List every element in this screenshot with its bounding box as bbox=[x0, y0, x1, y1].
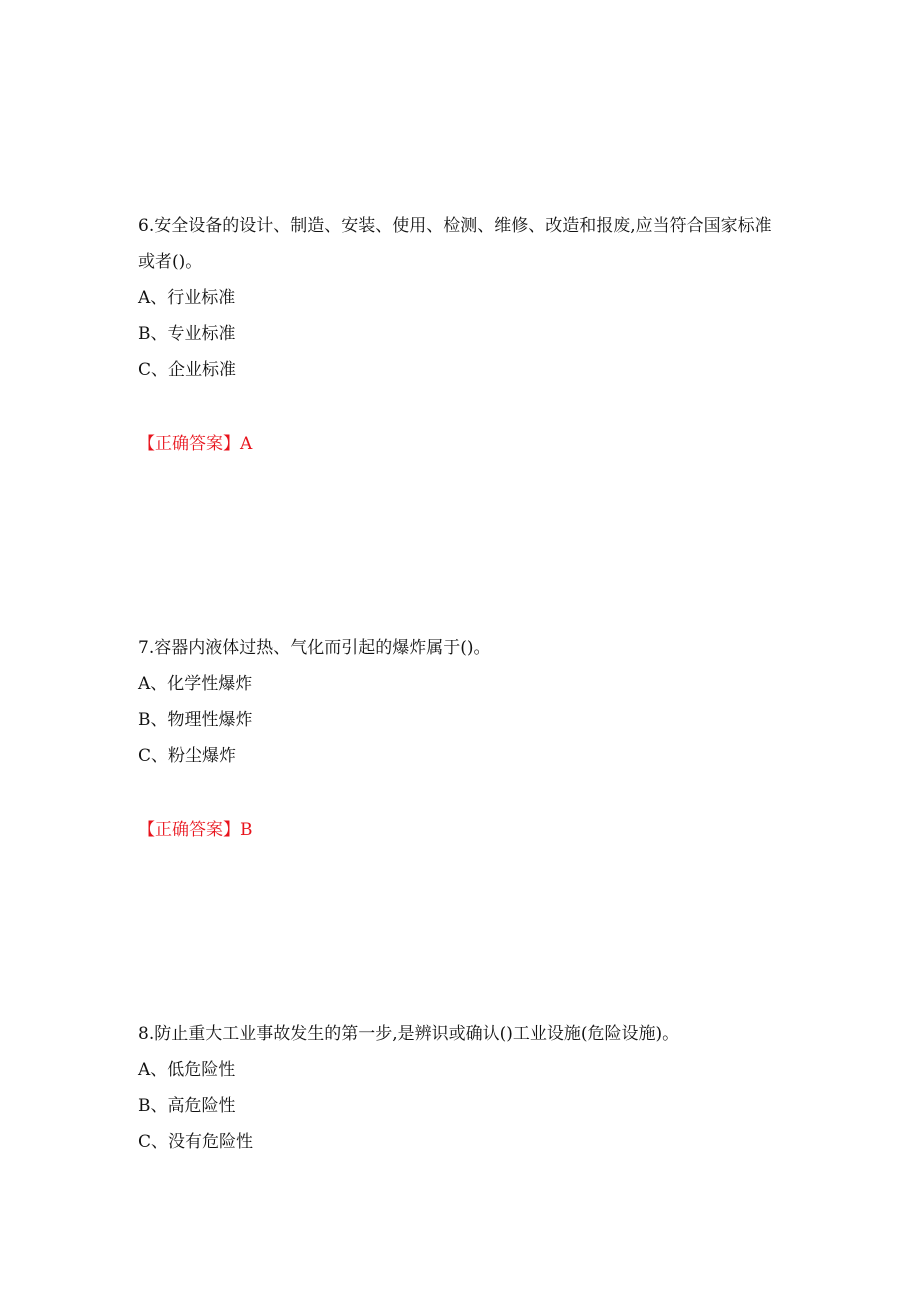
question-7-option-a: A、化学性爆炸 bbox=[138, 674, 253, 694]
question-6 bbox=[138, 208, 788, 388]
question-8 bbox=[138, 1016, 788, 1160]
question-8-option-c: C、没有危险性 bbox=[138, 1132, 254, 1152]
question-7-option-b: B、物理性爆炸 bbox=[138, 710, 253, 730]
question-7-answer: 【正确答案】B bbox=[138, 820, 253, 840]
question-6-option-a: A、行业标准 bbox=[138, 288, 236, 308]
question-6-text: 6.安全设备的设计、制造、安装、使用、检测、维修、改造和报废,应当符合国家标准或者()。 bbox=[138, 216, 772, 272]
question-8-text: 8.防止重大工业事故发生的第一步,是辨识或确认()工业设施(危险设施)。 bbox=[138, 1024, 680, 1044]
question-8-option-b: B、高危险性 bbox=[138, 1096, 236, 1116]
question-6-option-c: C、企业标准 bbox=[138, 360, 237, 380]
question-6-option-b: B、专业标准 bbox=[138, 324, 236, 344]
question-6-answer: 【正确答案】A bbox=[138, 434, 253, 454]
question-7-option-c: C、粉尘爆炸 bbox=[138, 746, 237, 766]
question-7 bbox=[138, 630, 788, 774]
question-7-text: 7.容器内液体过热、气化而引起的爆炸属于()。 bbox=[138, 638, 491, 658]
question-8-option-a: A、低危险性 bbox=[138, 1060, 236, 1080]
